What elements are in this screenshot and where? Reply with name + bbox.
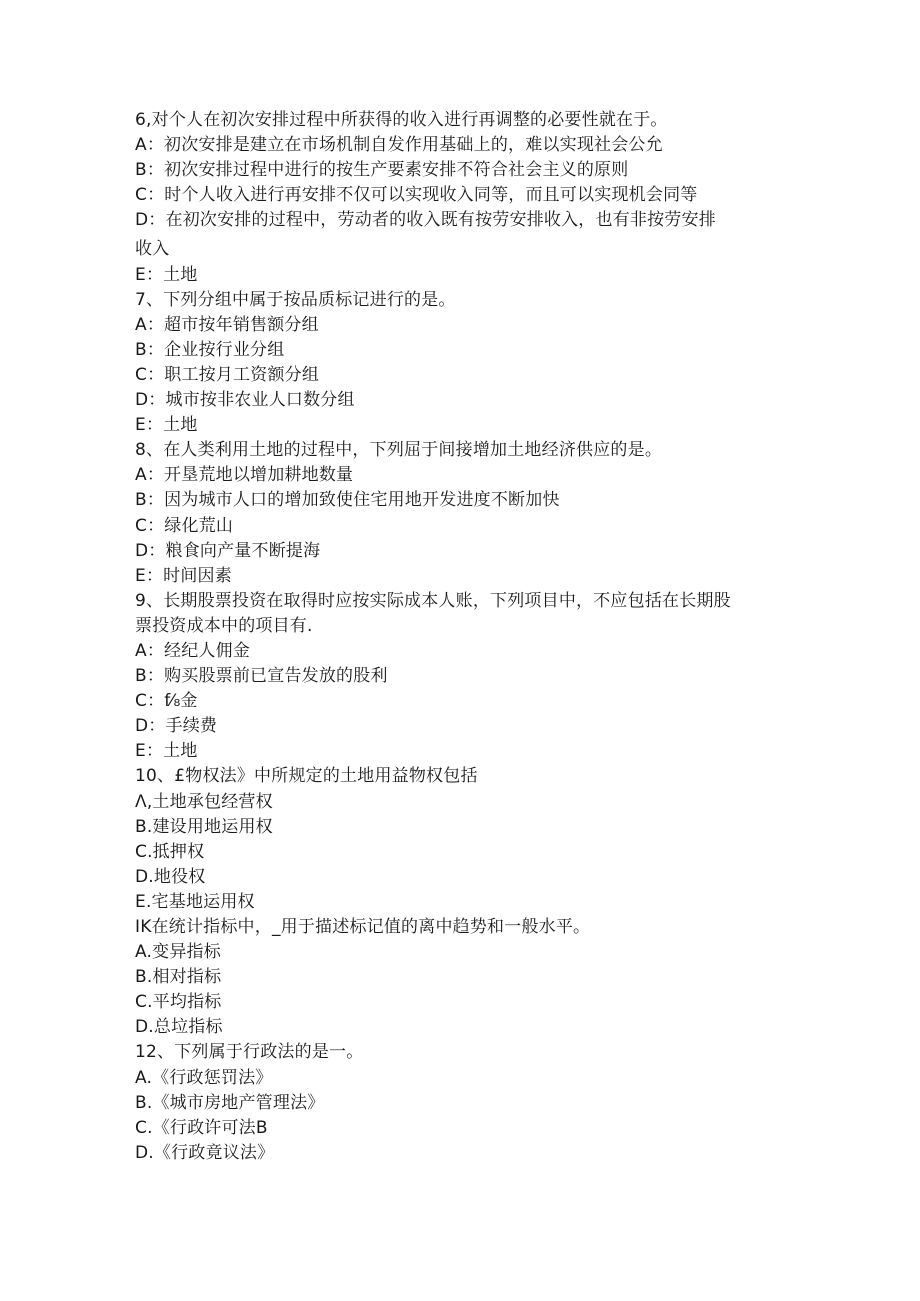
question-8 bbox=[135, 438, 775, 589]
question-8-stem: 8、在人类利用土地的过程中，下列屈于间接增加土地经济供应的是。 bbox=[135, 440, 663, 461]
question-6 bbox=[135, 108, 775, 288]
question-12-option-a: A.《行政惩罚法》 bbox=[135, 1067, 273, 1088]
question-8-option-b: B：因为城市人口的增加致使住宅用地开发进度不断加快 bbox=[135, 490, 560, 511]
question-10-stem: 10、£物权法》中所规定的土地用益物权包括 bbox=[135, 766, 478, 787]
question-6-option-e: E：土地 bbox=[135, 264, 198, 285]
question-12-option-b: B.《城市房地产管理法》 bbox=[135, 1092, 325, 1113]
question-12-stem: 12、下列属于行政法的是一。 bbox=[135, 1042, 364, 1063]
question-9-option-b: B：购买股票前已宣告发放的股利 bbox=[135, 666, 388, 687]
question-10-option-b: B.建设用地运用权 bbox=[135, 816, 273, 837]
question-11-option-b: B.相对指标 bbox=[135, 967, 222, 988]
question-9-option-d: D：手续费 bbox=[135, 716, 218, 737]
question-7-option-c: C：职工按月工资额分组 bbox=[135, 364, 320, 385]
question-6-option-d: D：在初次安排的过程中，劳动者的收入既有按劳安排收入，也有非按劳安排 bbox=[135, 210, 716, 231]
question-6-option-c: C：时个人收入进行再安排不仅可以实现收入同等，而且可以实现机会同等 bbox=[135, 185, 698, 206]
question-11-stem: IK在统计指标中，_用于描述标记值的离中趋势和一般水平。 bbox=[135, 917, 591, 937]
question-6-stem: 6,对个人在初次安排过程中所获得的收入进行再调整的必要性就在于。 bbox=[135, 110, 668, 130]
question-11-option-a: A.变异指标 bbox=[135, 942, 221, 963]
question-9-option-c: C：f⁄₈金 bbox=[135, 691, 198, 712]
question-11 bbox=[135, 915, 775, 1040]
question-10 bbox=[135, 764, 775, 915]
question-8-option-c: C：绿化荒山 bbox=[135, 515, 234, 536]
question-7-option-d: D：城市按非农业人口数分组 bbox=[135, 390, 355, 411]
question-7 bbox=[135, 288, 775, 439]
question-8-option-a: A：开垦荒地以增加耕地数量 bbox=[135, 465, 354, 486]
question-8-option-e: E：时间因素 bbox=[135, 565, 232, 586]
question-9-option-e: E：土地 bbox=[135, 741, 198, 762]
question-11-option-c: C.平均指标 bbox=[135, 992, 222, 1013]
question-10-option-d: D.地役权 bbox=[135, 866, 206, 887]
question-9 bbox=[135, 589, 775, 765]
question-8-option-d: D：粮食向产量不断提海 bbox=[135, 540, 321, 561]
question-10-option-e: E.宅基地运用权 bbox=[135, 891, 255, 912]
question-11-option-d: D.总垃指标 bbox=[135, 1017, 223, 1038]
question-7-option-e: E：土地 bbox=[135, 415, 198, 436]
question-10-option-c: C.抵押权 bbox=[135, 841, 205, 862]
question-10-option-a: Λ,土地承包经营权 bbox=[135, 791, 273, 812]
question-9-stem: 9、长期股票投资在取得时应按实际成本人账，下列项目中，不应包括在长期股 bbox=[135, 590, 731, 611]
question-12-option-d: D.《行政竟议法》 bbox=[135, 1142, 275, 1163]
question-9-stem-continued: 票投资成本中的项目有. bbox=[135, 615, 313, 636]
question-6-option-d-continued: 收入 bbox=[135, 239, 170, 260]
question-6-option-b: B：初次安排过程中进行的按生产要素安排不符合社会主义的原则 bbox=[135, 160, 629, 181]
question-7-option-a: A：超市按年销售额分组 bbox=[135, 314, 319, 335]
document-body bbox=[135, 108, 775, 1166]
question-7-stem: 7、下列分组中属于按品质标记进行的是。 bbox=[135, 289, 456, 310]
question-12-option-c: C.《行政许可法B bbox=[135, 1117, 268, 1138]
question-12 bbox=[135, 1040, 775, 1165]
question-9-option-a: A：经纪人佣金 bbox=[135, 640, 251, 661]
question-6-option-a: A：初次安排是建立在市场机制自发作用基础上的，难以实现社会公允 bbox=[135, 135, 663, 156]
question-7-option-b: B：企业按行业分组 bbox=[135, 339, 285, 360]
